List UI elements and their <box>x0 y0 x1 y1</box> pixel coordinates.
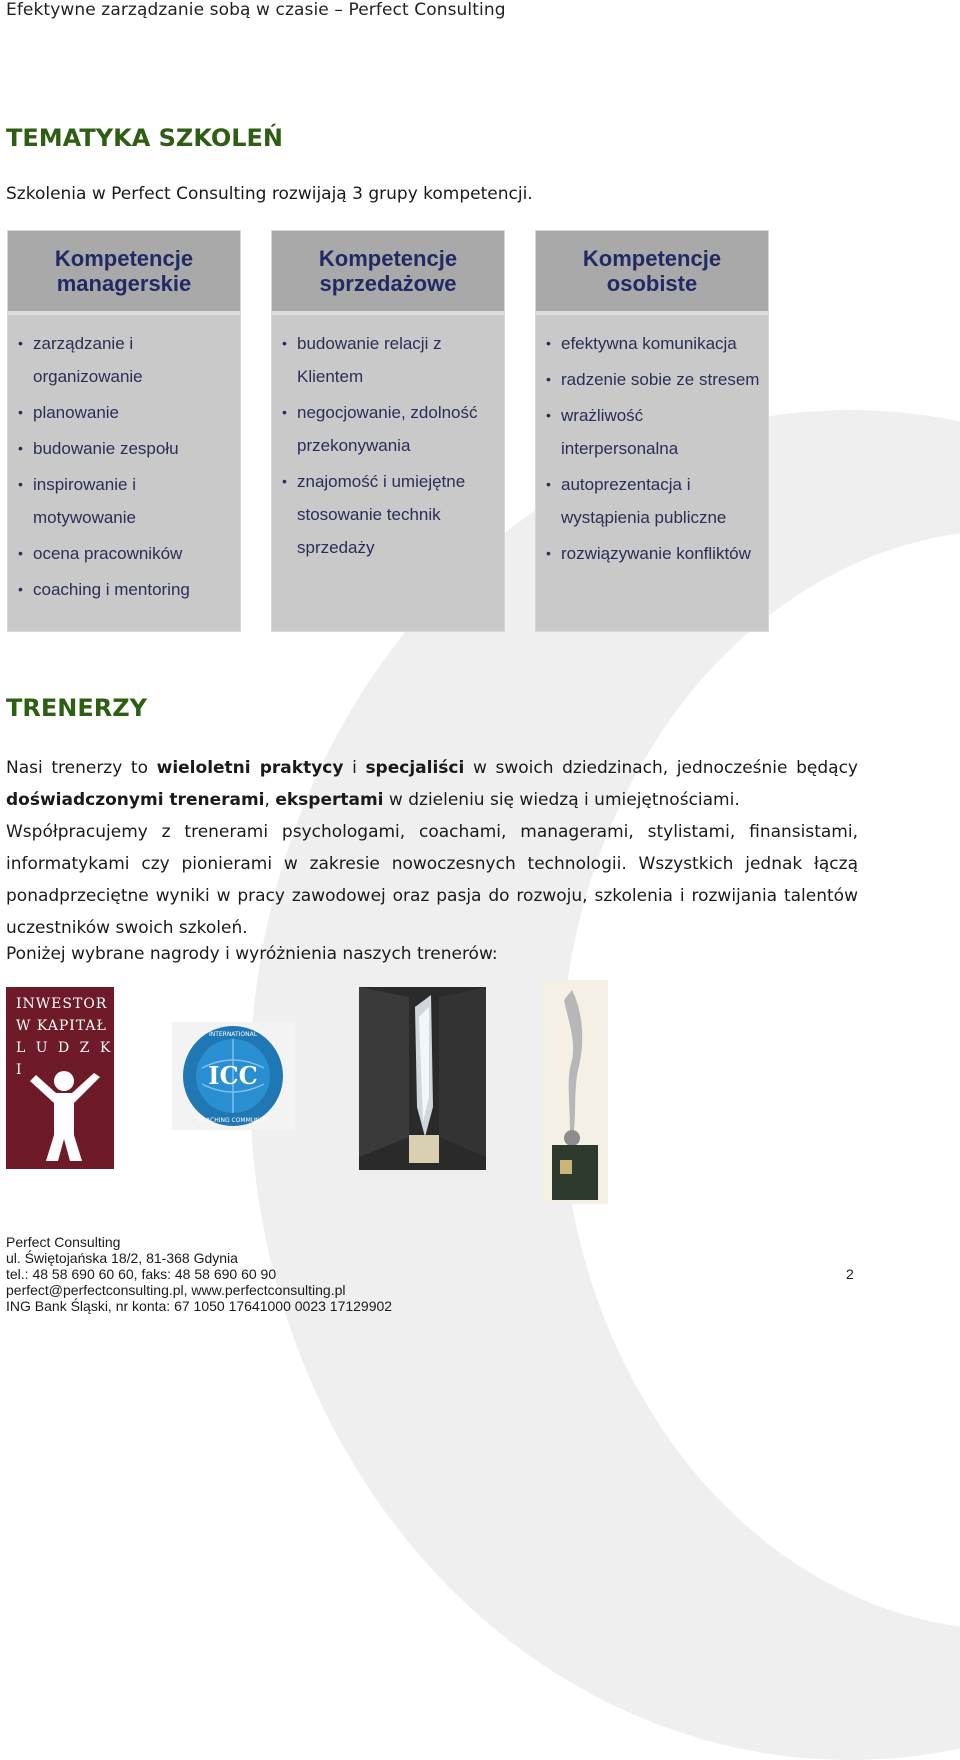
logo-line: INWESTOR <box>16 996 108 1012</box>
icc-abbr: ICC <box>208 1061 258 1090</box>
competence-column-managerial <box>7 230 241 632</box>
column-title: Kompetencje osobiste <box>536 231 768 315</box>
section-heading-topics: TEMATYKA SZKOLEŃ <box>6 124 284 152</box>
competence-item: • rozwiązywanie konfliktów <box>546 537 762 570</box>
logo-line: L U D Z K I <box>16 1040 114 1078</box>
globe-icon <box>172 1022 295 1130</box>
text-span: w dzieleniu się wiedzą i umiejętnościami. <box>383 790 740 810</box>
competence-list <box>18 327 234 606</box>
footer-company: Perfect Consulting <box>6 1234 121 1250</box>
logo-line: W KAPITAŁ <box>16 1018 107 1034</box>
footer-contact <box>6 1234 392 1314</box>
bold-text: specjaliści <box>365 758 465 778</box>
page-number: 2 <box>846 1266 854 1282</box>
footer-bank: ING Bank Śląski, nr konta: 67 1050 17641000 0023 17129902 <box>6 1298 393 1314</box>
competence-item: • radzenie sobie ze stresem <box>546 363 762 396</box>
awards-intro: Poniżej wybrane nagrody i wyróżnienia naszych trenerów: <box>6 944 498 964</box>
competence-item: • ocena pracowników <box>18 537 234 570</box>
competence-list <box>546 327 762 570</box>
bold-text: wieloletni praktycy <box>156 758 344 778</box>
competence-item: • budowanie relacji z Klientem <box>282 327 498 393</box>
text-span: , <box>264 790 276 810</box>
crystal-trophy-photo <box>359 987 486 1170</box>
text-span: w swoich dziedzinach, jednocześnie będący <box>464 758 858 778</box>
competence-item: • efektywna komunikacja <box>546 327 762 360</box>
competence-item: • coaching i mentoring <box>18 573 234 606</box>
competence-item: • znajomość i umiejętne stosowanie technik sprzedaży <box>282 465 498 564</box>
bold-text: ekspertami <box>275 790 384 810</box>
section-heading-trainers: TRENERZY <box>6 694 147 722</box>
investor-in-people-logo <box>6 987 114 1169</box>
statuette-icon <box>542 980 608 1204</box>
crystal-trophy-icon <box>359 987 486 1170</box>
icc-ring-top: INTERNATIONAL <box>208 1031 258 1038</box>
column-title: Kompetencje managerskie <box>8 231 240 315</box>
competence-item: • planowanie <box>18 396 234 429</box>
column-title: Kompetencje sprzedażowe <box>272 231 504 315</box>
statuette-trophy-photo <box>542 980 608 1204</box>
competence-item: • inspirowanie i motywowanie <box>18 468 234 534</box>
competence-item: • autoprezentacja i wystąpienia publiczne <box>546 468 762 534</box>
trainers-paragraph-2: Współpracujemy z trenerami psychologami, coachami, managerami, stylistami, finansistami, informatykami czy pionierami w zakresie nowoczesnych technologii. Wszystkich jednak łączą ponadprzeciętne wyniki w pracy zawodowej oraz pasja do rozwoju, szkolenia i rozwijania talentów uczestników swoich szkoleń. <box>6 822 858 938</box>
person-figure-icon <box>24 1063 104 1163</box>
competence-item: • wrażliwość interpersonalna <box>546 399 762 465</box>
competence-item: • zarządzanie i organizowanie <box>18 327 234 393</box>
text-span: i <box>343 758 366 778</box>
document-header: Efektywne zarządzanie sobą w czasie – Perfect Consulting <box>6 0 506 20</box>
competence-column-personal <box>535 230 769 632</box>
competence-item: • negocjowanie, zdolność przekonywania <box>282 396 498 462</box>
section-intro: Szkolenia w Perfect Consulting rozwijają 3 grupy kompetencji. <box>6 184 533 204</box>
trainers-paragraph-1 <box>6 752 858 816</box>
icc-ring-bottom: COACHING COMMUNITY <box>197 1117 269 1124</box>
footer-phone: tel.: 48 58 690 60 60, faks: 48 58 690 60 90 <box>6 1266 277 1282</box>
competence-item: • budowanie zespołu <box>18 432 234 465</box>
text-span: Nasi trenerzy to <box>6 758 157 778</box>
footer-web: perfect@perfectconsulting.pl, www.perfectconsulting.pl <box>6 1282 346 1298</box>
footer-address: ul. Świętojańska 18/2, 81-368 Gdynia <box>6 1250 238 1266</box>
competence-list <box>282 327 498 564</box>
competence-column-sales <box>271 230 505 632</box>
icc-logo <box>172 1022 295 1130</box>
bold-text: doświadczonymi trenerami <box>6 790 265 810</box>
